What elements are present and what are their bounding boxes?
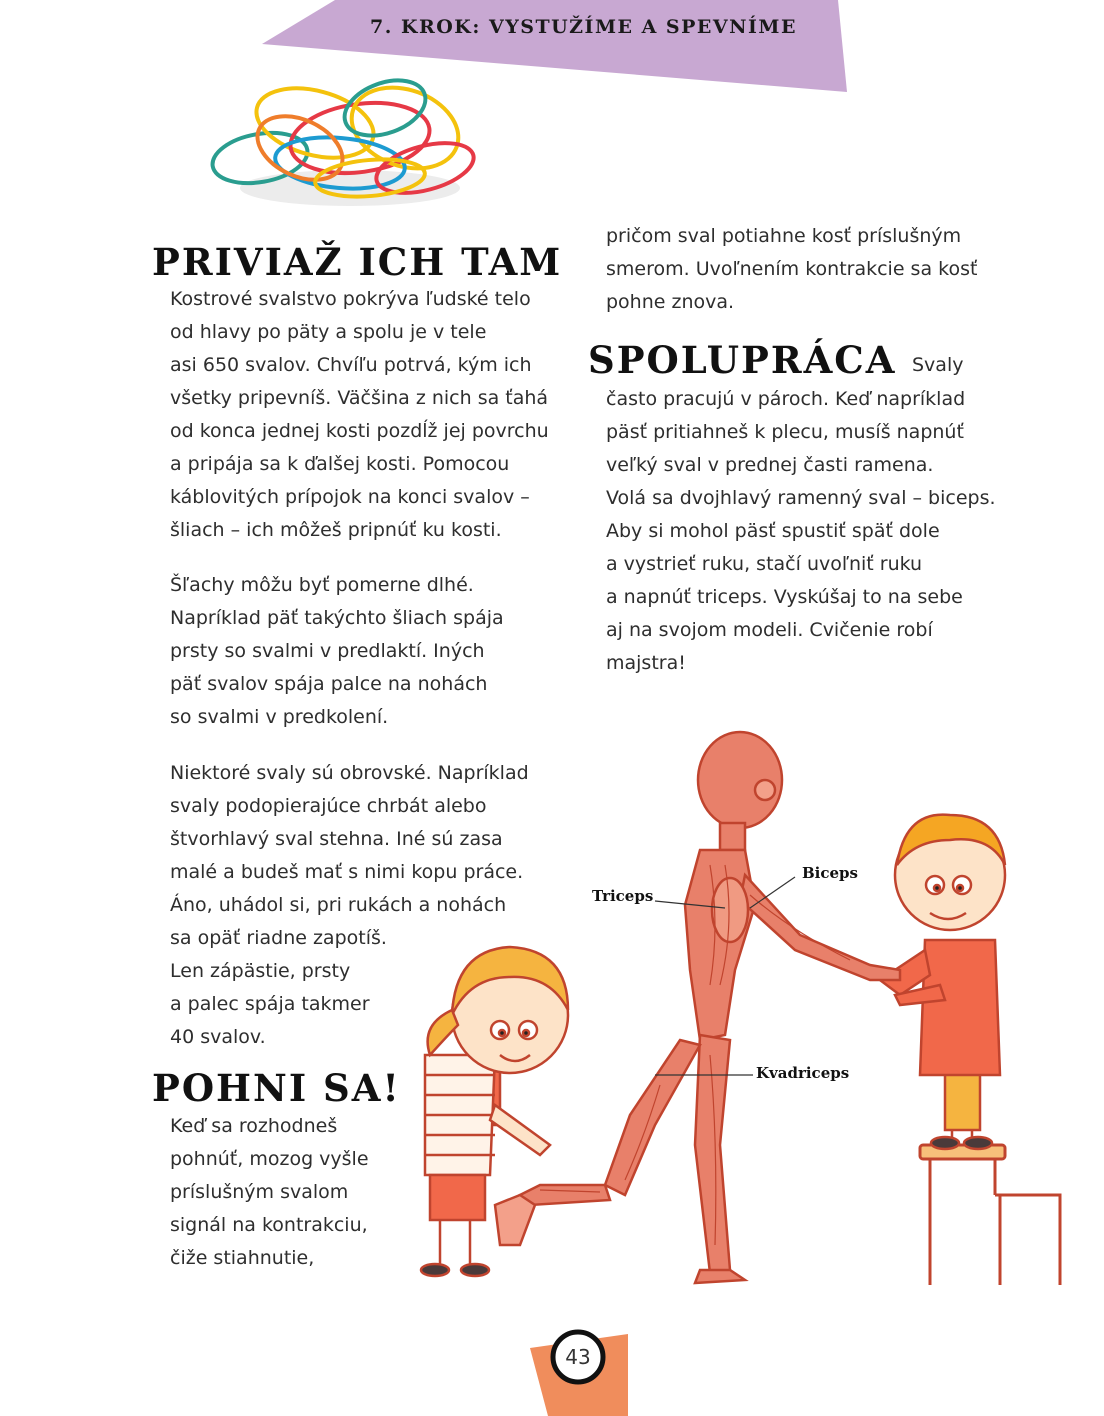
stool: [920, 1145, 1060, 1285]
text-line: Keď sa rozhodneš: [170, 1115, 338, 1137]
section-heading-priviaz: PRIVIAŽ ICH TAM: [152, 240, 563, 284]
paragraph-pohni: [170, 1110, 369, 1275]
chapter-title: 7. KROK: VYSTUŽÍME A SPEVNÍME: [370, 16, 797, 38]
text-line: päsť pritiahneš k plecu, musíš napnúť: [606, 421, 964, 443]
section-heading-pohni: POHNI SA!: [152, 1066, 401, 1110]
text-line: káblovitých prípojok na konci svalov –: [170, 486, 530, 508]
text-line: signál na kontrakciu,: [170, 1214, 368, 1236]
text-line: často pracujú v pároch. Keď napríklad: [606, 388, 966, 410]
text-line: Len zápästie, prsty: [170, 960, 351, 982]
text-line: Aby si mohol päsť spustiť späť dole: [606, 520, 940, 542]
rubber-bands-image: [200, 68, 500, 228]
label-triceps: Triceps: [592, 887, 654, 905]
paragraph-spolupraca: [606, 383, 996, 680]
paragraph-pricom: [606, 220, 977, 319]
header-banner: [0, 0, 1104, 100]
text-line: asi 650 svalov. Chvíľu potrvá, kým ich: [170, 354, 532, 376]
text-line: všetky pripevníš. Väčšina z nich sa ťahá: [170, 387, 549, 409]
text-line: a pripája sa k ďalšej kosti. Pomocou: [170, 453, 510, 475]
page-number: 43: [565, 1345, 591, 1369]
inline-word-svaly: Svaly: [912, 354, 964, 376]
paragraph-slachy: [170, 569, 504, 734]
text-line: šliach – ich môžeš pripnúť ku kosti.: [170, 519, 502, 541]
text-line: Áno, uhádol si, pri rukách a nohách: [170, 894, 507, 916]
text-line: od konca jednej kosti pozdĺž jej povrchu: [170, 420, 549, 442]
label-kvadriceps: Kvadriceps: [756, 1064, 850, 1082]
boy-figure: [880, 815, 1005, 1149]
text-line: 40 svalov.: [170, 1026, 266, 1048]
text-line: pričom sval potiahne kosť príslušným: [606, 225, 962, 247]
text-line: smerom. Uvoľnením kontrakcie sa kosť: [606, 258, 978, 280]
text-line: Volá sa dvojhlavý ramenný sval – biceps.: [606, 487, 996, 509]
text-line: od hlavy po päty a spolu je v tele: [170, 321, 487, 343]
text-line: Napríklad päť takýchto šliach spája: [170, 607, 504, 629]
text-line: so svalmi v predkolení.: [170, 706, 389, 728]
label-biceps: Biceps: [802, 864, 858, 882]
text-line: veľký sval v prednej časti ramena.: [606, 454, 934, 476]
text-line: Niektoré svaly sú obrovské. Napríklad: [170, 762, 529, 784]
text-line: aj na svojom modeli. Cvičenie robí: [606, 619, 933, 641]
text-line: a palec spája takmer: [170, 993, 370, 1015]
text-line: Šľachy môžu byť pomerne dlhé.: [170, 574, 474, 596]
text-line: Kostrové svalstvo pokrýva ľudské telo: [170, 288, 531, 310]
paragraph-kostrove: [170, 283, 549, 547]
section-heading-spolupraca: SPOLUPRÁCA: [588, 338, 897, 382]
text-line: svaly podopierajúce chrbát alebo: [170, 795, 487, 817]
text-line: a napnúť triceps. Vyskúšaj to na sebe: [606, 586, 963, 608]
text-line: čiže stiahnutie,: [170, 1247, 315, 1269]
text-line: prsty so svalmi v predlaktí. Iných: [170, 640, 485, 662]
text-line: štvorhlavý sval stehna. Iné sú zasa: [170, 828, 503, 850]
text-line: pohne znova.: [606, 291, 735, 313]
text-line: príslušným svalom: [170, 1181, 349, 1203]
girl-figure: [421, 947, 568, 1276]
text-line: sa opäť riadne zapotíš.: [170, 927, 387, 949]
text-line: pohnúť, mozog vyšle: [170, 1148, 369, 1170]
text-line: a vystrieť ruku, stačí uvoľniť ruku: [606, 553, 923, 575]
text-line: majstra!: [606, 652, 686, 674]
muscle-illustration: [400, 725, 1080, 1295]
text-line: malé a budeš mať s nimi kopu práce.: [170, 861, 524, 883]
text-line: päť svalov spája palce na nohách: [170, 673, 488, 695]
